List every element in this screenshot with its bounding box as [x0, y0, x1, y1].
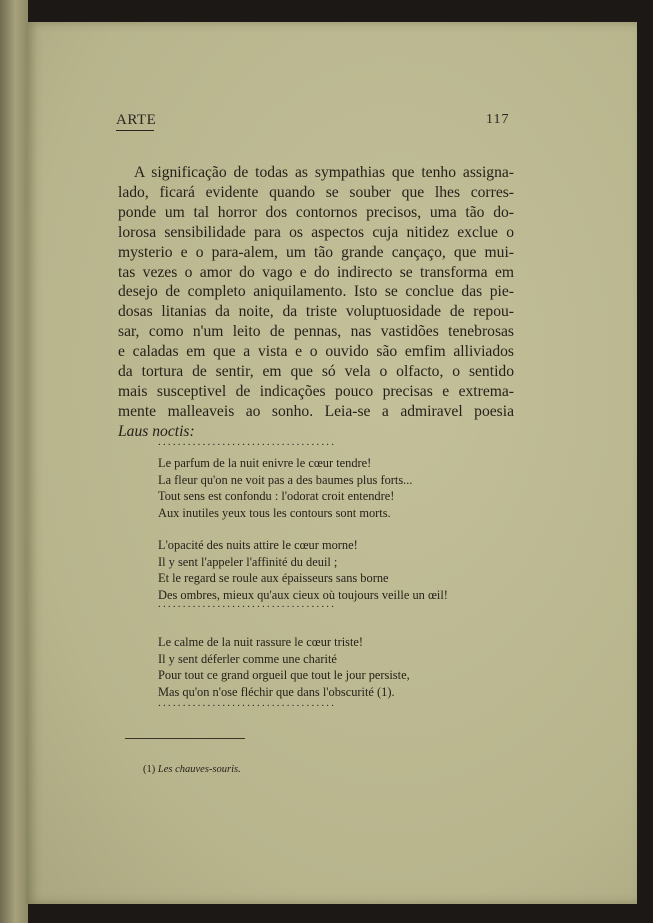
footnote-rule [125, 738, 245, 739]
verse-line: Il y sent l'appeler l'affinité du deuil ; [158, 554, 338, 569]
paragraph-line: lado, ficará evidente quando se souber que lhes corres- [118, 183, 514, 201]
verse-line: La fleur qu'on ne voit pas a des baumes plus forts... [158, 472, 413, 487]
poem-title-text: Laus noctis: [118, 422, 195, 440]
paragraph-line: dosas litanias da noite, da triste voluptuosidade de repou- [118, 303, 514, 321]
paragraph-line: mysterio e o para-alem, um tão grande cançaço, que mui- [118, 243, 514, 261]
verse-line: Pour tout ce grand orgueil que tout le jour persiste, [158, 668, 410, 682]
paragraph-line: desejo de completo aniquilamento. Isto se conclue das pie- [118, 283, 514, 301]
verse-line: Le calme de la nuit rassure le cœur triste! [158, 635, 364, 649]
footnote-marker: (1) [143, 764, 156, 775]
page-number: 117 [486, 112, 510, 127]
poem-stanza-3 [158, 634, 410, 700]
verse-line: Il y sent déferler comme une charité [158, 651, 337, 666]
verse-line: Et le regard se roule aux épaisseurs sans borne [158, 571, 389, 585]
header-underline [116, 130, 154, 131]
verse-line: Mas qu'on n'ose fléchir que dans l'obscurité (1). [158, 684, 395, 699]
paragraph-line: sar, como n'um leito de pennas, nas vastidões tenebrosas [118, 323, 514, 341]
ellipsis-rule: .................................... [158, 598, 337, 610]
verse-line: Tout sens est confondu : l'odorat croit entendre! [158, 489, 395, 503]
footnote [143, 764, 241, 775]
paragraph-line: tas vezes o amor do vago e do indirecto se transforma em [118, 263, 514, 281]
paragraph-line: mais susceptivel de indicações pouco precisas e extrema- [118, 382, 514, 400]
verse-line: Des ombres, mieux qu'aux cieux où toujours veille un œil! [158, 587, 448, 602]
poem-stanza-2 [158, 537, 448, 603]
verse-line: Aux inutiles yeux tous les contours sont morts. [158, 505, 391, 520]
body-paragraph [118, 163, 514, 442]
poem-stanza-1 [158, 455, 412, 521]
ellipsis-rule: .................................... [158, 697, 337, 709]
paragraph-line: A significação de todas as sympathias que tenho assigna- [134, 164, 514, 181]
book-spine [0, 0, 28, 923]
footnote-text: Les chauves-souris. [157, 764, 241, 775]
running-header: ARTE [116, 112, 157, 128]
paragraph-line: lorosa sensibilidade para os aspectos cuja nitidez exclue o [118, 223, 514, 241]
paragraph-line: e caladas em que a vista e o ouvido são emfim alliviados [118, 343, 514, 361]
ellipsis-rule: .................................... [158, 436, 337, 448]
paragraph-line: mente malleaveis ao sonho. Leia-se a admiravel poesia [118, 402, 514, 420]
verse-line: Le parfum de la nuit enivre le cœur tendre! [158, 456, 372, 470]
paragraph-line: ponde um tal horror dos contornos precisos, uma tão do- [118, 203, 514, 221]
paragraph-line: da tortura de sentir, em que só vela o olfacto, o sentido [118, 363, 514, 381]
verse-line: L'opacité des nuits attire le cœur morne! [158, 538, 358, 552]
